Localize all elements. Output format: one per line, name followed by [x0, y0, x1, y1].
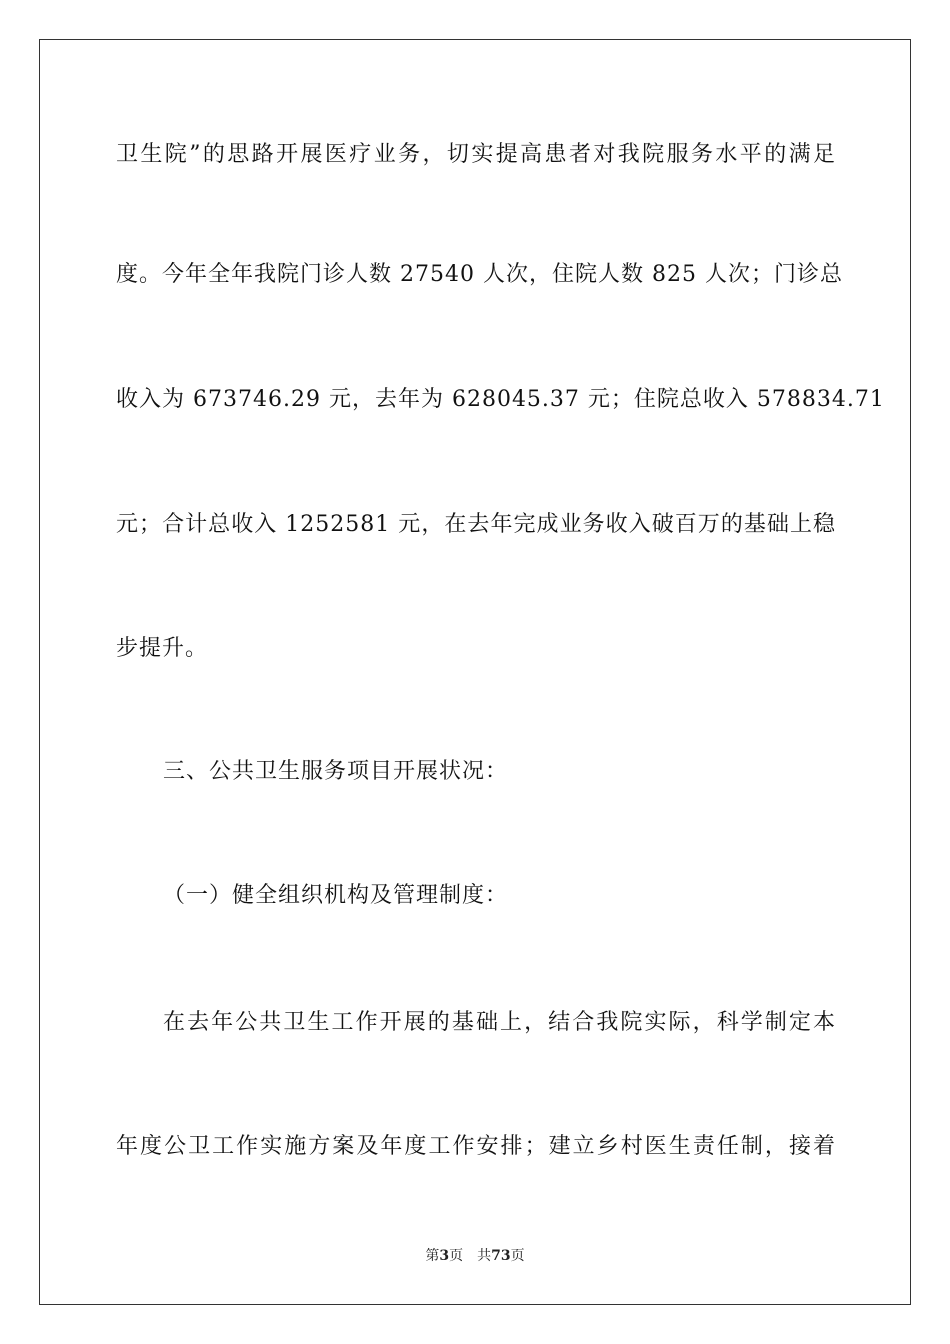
paragraph-line: 在去年公共卫生工作开展的基础上，结合我院实际，科学制定本: [163, 1010, 836, 1035]
paragraph-line: 收入为 673746.29 元，去年为 628045.37 元；住院总收入 578834.71: [116, 387, 885, 412]
paragraph-line: 年度公卫工作实施方案及年度工作安排；建立乡村医生责任制，接着: [116, 1134, 836, 1159]
paragraph-line: 度。今年全年我院门诊人数 27540 人次，住院人数 825 人次；门诊总: [116, 262, 843, 287]
footer-total-prefix: 共: [477, 1248, 492, 1264]
current-page-number: 3: [439, 1248, 450, 1264]
footer-page-suffix: 页: [449, 1248, 464, 1264]
section-heading: 三、公共卫生服务项目开展状况：: [163, 759, 509, 784]
footer-total-suffix: 页: [510, 1248, 525, 1264]
footer-prefix: 第: [425, 1248, 440, 1264]
page-border: [39, 39, 911, 1305]
paragraph-line: 元；合计总收入 1252581 元，在去年完成业务收入破百万的基础上稳: [116, 512, 836, 537]
paragraph-line: 卫生院”的思路开展医疗业务，切实提高患者对我院服务水平的满足: [116, 142, 836, 167]
page-footer: [0, 1246, 950, 1266]
paragraph-line: 步提升。: [116, 636, 209, 661]
subsection-heading: （一）健全组织机构及管理制度：: [163, 883, 509, 908]
total-page-number: 73: [491, 1248, 511, 1264]
